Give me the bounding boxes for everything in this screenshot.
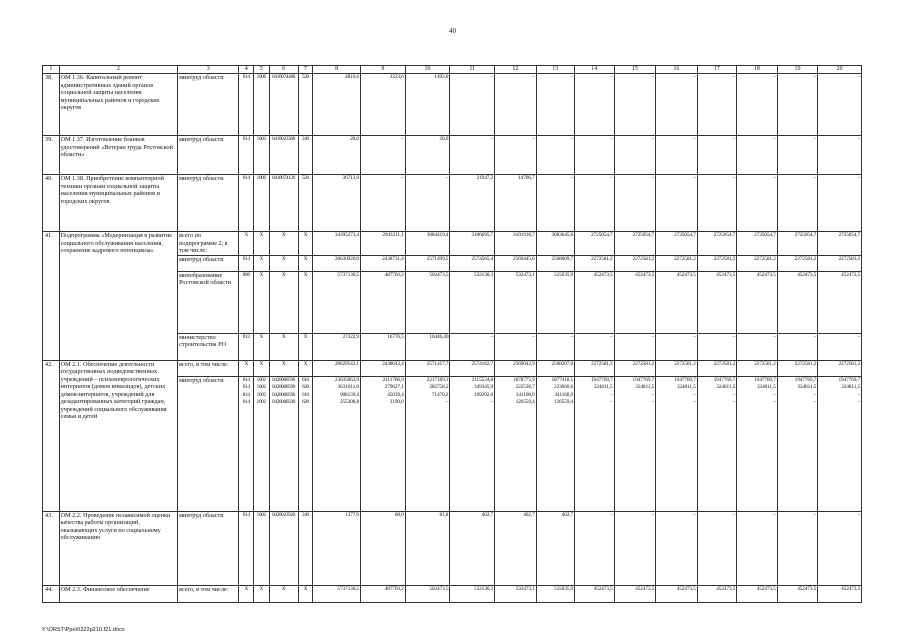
department-code-cell: X <box>239 585 254 602</box>
row-number-cell: 44. <box>43 585 60 602</box>
amount-cell: 1377,9 <box>313 511 361 585</box>
column-number-header: 18 <box>737 66 778 74</box>
amount-cell: 16776,5 <box>360 333 405 360</box>
amount-cell: 3323,6 <box>360 74 405 136</box>
row-number-cell: 42. <box>43 360 60 511</box>
target-article-code-cell: X <box>269 333 298 360</box>
amount-cell: – <box>614 175 656 232</box>
amount-cell: – <box>360 175 405 232</box>
amount-cell: – <box>656 136 698 175</box>
amount-cell: 81,8 <box>405 511 450 585</box>
amount-cell: 2568207,0 <box>536 360 574 376</box>
table-row <box>43 511 862 585</box>
amount-cell: – <box>575 74 614 136</box>
amount-cell: – <box>536 74 574 136</box>
amount-cell: 3083645,6 <box>536 232 574 256</box>
amount-cell: 452473,5 <box>777 585 818 602</box>
amount-cell: – <box>575 175 614 232</box>
section-code-cell: X <box>253 232 269 256</box>
amount-cell: 2438643,4 <box>360 360 405 376</box>
expense-type-code-cell: 240 <box>298 136 313 175</box>
amount-cell: 2111786,9 279627,1 45039,4 2190,0 <box>360 376 405 511</box>
target-article-code-cell: 0420023920 <box>269 511 298 585</box>
column-number-header: 9 <box>360 66 405 74</box>
amount-cell: 2272581,2 <box>575 360 614 376</box>
amount-cell: 2569042,9 <box>495 360 537 376</box>
amount-cell: 532473,1 <box>495 271 537 333</box>
table-row <box>43 585 862 602</box>
expense-type-code-cell: 610 620 610 620 <box>298 376 313 511</box>
program-name-cell: ОМ 1.37. Изготовление бланков удостоверений «Ветеран труда Ростовской области» <box>59 136 177 175</box>
amount-cell: 402,7 <box>450 511 495 585</box>
amount-cell: – <box>495 333 537 360</box>
section-code-cell: X <box>253 360 269 376</box>
table-row <box>43 360 862 376</box>
target-article-code-cell: X <box>269 271 298 333</box>
department-code-cell: 814 814 814 814 <box>239 376 254 511</box>
page-number: 40 <box>449 27 456 35</box>
amount-cell: – <box>405 175 450 232</box>
amount-cell: – <box>450 136 495 175</box>
section-code-cell: 1002 1002 1002 1002 <box>253 376 269 511</box>
amount-cell: 2574162,7 <box>450 360 495 376</box>
department-code-cell: 814 <box>239 511 254 585</box>
amount-cell: 2943211,1 <box>360 232 405 256</box>
amount-cell: 23635062,9 3631011,0 908139,4 255308,8 <box>313 376 361 511</box>
amount-cell: 452473,5 <box>575 585 614 602</box>
amount-cell: 2217189,3 282758,2 71470,2 – <box>405 376 450 511</box>
target-article-code-cell: X <box>269 255 298 271</box>
amount-cell: – <box>536 175 574 232</box>
executor-cell: минтруд области <box>178 136 239 175</box>
amount-cell: 452473,5 <box>818 585 862 602</box>
column-number-header: 16 <box>656 66 698 74</box>
column-number-header: 11 <box>450 66 495 74</box>
amount-cell: 2272581,2 <box>777 360 818 376</box>
amount-cell: 402,7 <box>536 511 574 585</box>
table-row <box>43 74 862 136</box>
amount-cell: 1947769,7 324811,5 – – <box>575 376 614 511</box>
column-number-header: 5 <box>253 66 269 74</box>
amount-cell: 28630920,0 <box>313 255 361 271</box>
amount-cell: – <box>450 333 495 360</box>
executor-cell: минтруд области <box>178 175 239 232</box>
amount-cell: 532130,3 <box>450 585 495 602</box>
target-article-code-cell: 0420000590 0420000590 0420000590 0420000590 <box>269 376 298 511</box>
department-code-cell: 814 <box>239 175 254 232</box>
department-code-cell: 812 <box>239 333 254 360</box>
amount-cell: – <box>360 136 405 175</box>
table-row <box>43 232 862 256</box>
amount-cell: 1878775,9 222538,7 341168,9 126559,4 <box>495 376 537 511</box>
amount-cell: 452473,5 <box>737 271 778 333</box>
amount-cell: 2725054,7 <box>777 232 818 256</box>
amount-cell: 2272581,2 <box>697 255 736 271</box>
column-number-header: 8 <box>313 66 361 74</box>
target-article-code-cell: 0410074120 <box>269 175 298 232</box>
row-number-cell: 38. <box>43 74 60 136</box>
amount-cell: 2725054,7 <box>575 232 614 256</box>
column-number-header: 4 <box>239 66 254 74</box>
amount-cell: 2272581,2 <box>777 255 818 271</box>
amount-cell: 452473,5 <box>614 271 656 333</box>
amount-cell: – <box>495 74 537 136</box>
amount-cell: 515035,9 <box>536 271 574 333</box>
amount-cell: 14766,7 <box>495 175 537 232</box>
amount-cell: – <box>656 511 698 585</box>
amount-cell: 5737130,5 <box>313 585 361 602</box>
amount-cell: 2725054,7 <box>737 232 778 256</box>
amount-cell: – <box>614 74 656 136</box>
amount-cell: – <box>697 74 736 136</box>
amount-cell: 2725054,7 <box>818 232 862 256</box>
expense-type-code-cell: X <box>298 585 313 602</box>
program-name-cell: ОМ 2.1. Обеспечение деятельности государственных подведомственных учреждений – психоневрологических интернатов (домов инвалидов), детских домов-интернатов, учреждений для дезадаптированных категорий граждан, учреждений социального обслуживания семьи и детей <box>59 360 177 511</box>
expense-type-code-cell: X <box>298 333 313 360</box>
amount-cell: 1947769,7 324811,5 – – <box>656 376 698 511</box>
amount-cell: 1947769,7 324811,5 – – <box>737 376 778 511</box>
amount-cell: 502473,5 <box>405 271 450 333</box>
amount-cell: 3084419,4 <box>405 232 450 256</box>
amount-cell: – <box>818 511 862 585</box>
amount-cell: 2272581,2 <box>737 255 778 271</box>
amount-cell: 452473,5 <box>656 585 698 602</box>
amount-cell: – <box>575 333 614 360</box>
column-number-header: 10 <box>405 66 450 74</box>
amount-cell: 2272581,2 <box>656 255 698 271</box>
amount-cell: 2725054,7 <box>614 232 656 256</box>
header-row <box>43 66 862 74</box>
section-code-cell: 1006 <box>253 74 269 136</box>
department-code-cell: 814 <box>239 255 254 271</box>
amount-cell: – <box>697 511 736 585</box>
amount-cell: 36713,9 <box>313 175 361 232</box>
amount-cell: 532473,1 <box>495 585 537 602</box>
amount-cell: – <box>536 333 574 360</box>
target-article-code-cell: X <box>269 360 298 376</box>
amount-cell: – <box>737 136 778 175</box>
amount-cell: – <box>656 74 698 136</box>
expense-type-code-cell: X <box>298 255 313 271</box>
amount-cell: 2272581,2 <box>656 360 698 376</box>
amount-cell: – <box>450 74 495 136</box>
amount-cell: 3101918,7 <box>495 232 537 256</box>
amount-cell: 4816,6 <box>313 74 361 136</box>
target-article-code-cell: 0410074480 <box>269 74 298 136</box>
amount-cell: 2272581,2 <box>818 255 862 271</box>
amount-cell: – <box>777 136 818 175</box>
amount-cell: 452473,5 <box>697 585 736 602</box>
amount-cell: 1493,0 <box>405 74 450 136</box>
amount-cell: 5737130,5 <box>313 271 361 333</box>
amount-cell: – <box>495 136 537 175</box>
amount-cell: 1877418,1 223060,6 341168,9 126559,4 <box>536 376 574 511</box>
amount-cell: – <box>777 74 818 136</box>
amount-cell: – <box>737 74 778 136</box>
amount-cell: 502473,5 <box>405 585 450 602</box>
column-number-header: 17 <box>697 66 736 74</box>
amount-cell: 2272581,2 <box>818 360 862 376</box>
column-number-header: 13 <box>536 66 574 74</box>
row-number-cell: 43. <box>43 511 60 585</box>
amount-cell: 452473,5 <box>777 271 818 333</box>
amount-cell: – <box>777 511 818 585</box>
amount-cell: 452473,5 <box>818 271 862 333</box>
amount-cell: – <box>697 136 736 175</box>
amount-cell: 20,0 <box>405 136 450 175</box>
section-code-cell: X <box>253 271 269 333</box>
department-code-cell: 814 <box>239 136 254 175</box>
amount-cell: 2571499,5 <box>405 255 450 271</box>
amount-cell: 2438731,4 <box>360 255 405 271</box>
expense-type-code-cell: X <box>298 360 313 376</box>
amount-cell: – <box>697 175 736 232</box>
program-name-cell: Подпрограмма «Модернизация в развитие социального обслуживания населения, сохранение кадрового потенциала» <box>59 232 177 361</box>
amount-cell: 1947769,7 324811,5 – – <box>614 376 656 511</box>
amount-cell: – <box>737 511 778 585</box>
column-number-header: 20 <box>818 66 862 74</box>
executor-cell: минтруд области <box>178 511 239 585</box>
amount-cell: 487703,2 <box>360 271 405 333</box>
target-article-code-cell: 0410023300 <box>269 136 298 175</box>
amount-cell: 2571417,7 <box>405 360 450 376</box>
amount-cell: – <box>614 511 656 585</box>
amount-cell: – <box>777 175 818 232</box>
column-number-header: 3 <box>178 66 239 74</box>
amount-cell: 3106695,7 <box>450 232 495 256</box>
department-code-cell: 814 <box>239 74 254 136</box>
column-number-header: 14 <box>575 66 614 74</box>
amount-cell: – <box>818 74 862 136</box>
executor-cell: всего, в том числе: <box>178 360 239 376</box>
column-number-header: 15 <box>614 66 656 74</box>
department-code-cell: X <box>239 232 254 256</box>
amount-cell: 1947769,7 324811,5 – – <box>697 376 736 511</box>
amount-cell: – <box>818 136 862 175</box>
program-name-cell: ОМ 2.3. Финансовое обеспечение <box>59 585 177 602</box>
amount-cell: 20,0 <box>313 136 361 175</box>
section-code-cell: 1003 <box>253 136 269 175</box>
amount-cell: – <box>614 333 656 360</box>
section-code-cell: 1006 <box>253 175 269 232</box>
table-row <box>43 136 862 175</box>
amount-cell: 2574565,4 <box>450 255 495 271</box>
column-number-header: 2 <box>59 66 177 74</box>
column-number-header: 7 <box>298 66 313 74</box>
amount-cell: 452473,5 <box>575 271 614 333</box>
row-number-cell: 41. <box>43 232 60 361</box>
column-number-header: 1 <box>43 66 60 74</box>
table-row <box>43 175 862 232</box>
executor-cell: минобразование Ростовской области <box>178 271 239 333</box>
amount-cell: 10446,40 <box>405 333 450 360</box>
amount-cell: – <box>536 136 574 175</box>
expense-type-code-cell: 520 <box>298 74 313 136</box>
executor-cell: минтруд области <box>178 74 239 136</box>
amount-cell: – <box>656 333 698 360</box>
amount-cell: 1947769,7 324811,5 – – <box>818 376 862 511</box>
amount-cell: 2569445,6 <box>495 255 537 271</box>
column-number-header: 6 <box>269 66 298 74</box>
target-article-code-cell: X <box>269 585 298 602</box>
program-name-cell: ОМ 1.36. Капитальный ремонт административных зданий органов социальной защиты населения муниципальных районов и городских округов <box>59 74 177 136</box>
section-code-cell: 1002 <box>253 511 269 585</box>
amount-cell: 2272581,2 <box>614 255 656 271</box>
expense-type-code-cell: X <box>298 271 313 333</box>
section-code-cell: X <box>253 585 269 602</box>
amount-cell: 452473,5 <box>697 271 736 333</box>
target-article-code-cell: X <box>269 232 298 256</box>
amount-cell: – <box>575 511 614 585</box>
section-code-cell: X <box>253 255 269 271</box>
amount-cell: 2568609,7 <box>536 255 574 271</box>
amount-cell: 21947,2 <box>450 175 495 232</box>
amount-cell: 452473,5 <box>737 585 778 602</box>
amount-cell: 402,7 <box>495 511 537 585</box>
amount-cell: 515035,9 <box>536 585 574 602</box>
column-number-header: 12 <box>495 66 537 74</box>
amount-cell: – <box>737 175 778 232</box>
row-number-cell: 40. <box>43 175 60 232</box>
column-number-header: 19 <box>777 66 818 74</box>
row-number-cell: 39. <box>43 136 60 175</box>
amount-cell: 2272581,2 <box>575 255 614 271</box>
amount-cell: 2272581,2 <box>737 360 778 376</box>
amount-cell: – <box>656 175 698 232</box>
amount-cell: 2272581,2 <box>614 360 656 376</box>
amount-cell: 452473,5 <box>656 271 698 333</box>
expense-type-code-cell: 240 <box>298 511 313 585</box>
amount-cell: – <box>777 333 818 360</box>
amount-cell: 88,0 <box>360 511 405 585</box>
amount-cell: 2272581,2 <box>697 360 736 376</box>
amount-cell: 2725054,7 <box>656 232 698 256</box>
amount-cell: 34395273,4 <box>313 232 361 256</box>
budget-table <box>42 65 862 603</box>
amount-cell: – <box>697 333 736 360</box>
department-code-cell: X <box>239 360 254 376</box>
expense-type-code-cell: 520 <box>298 175 313 232</box>
amount-cell: 452473,5 <box>614 585 656 602</box>
amount-cell: 27222,9 <box>313 333 361 360</box>
amount-cell: – <box>818 333 862 360</box>
executor-cell: всего, в том числе: <box>178 585 239 602</box>
amount-cell: 28629542,1 <box>313 360 361 376</box>
amount-cell: – <box>737 333 778 360</box>
amount-cell: 1947769,7 324811,5 – – <box>777 376 818 511</box>
executor-cell: минтруд области <box>178 255 239 271</box>
executor-cell: всего по подпрограмме 2, в том числе: <box>178 232 239 256</box>
file-path-footer: Y:\ORST\Ppo\0322p210.f21.docx <box>42 627 125 633</box>
section-code-cell: X <box>253 333 269 360</box>
amount-cell: – <box>818 175 862 232</box>
program-name-cell: ОМ 2.2. Проведение независимой оценки качества работы организаций, оказывающих услуги по социальному обслуживанию <box>59 511 177 585</box>
executor-cell: министерство строительства РО <box>178 333 239 360</box>
amount-cell: 487703,2 <box>360 585 405 602</box>
expense-type-code-cell: X <box>298 232 313 256</box>
executor-cell: минтруд области <box>178 376 239 511</box>
amount-cell: 2725054,7 <box>697 232 736 256</box>
program-name-cell: ОМ 1.38. Приобретение компьютерной техники органам социальной защиты населения муниципальных районов и городских округов <box>59 175 177 232</box>
amount-cell: 532130,3 <box>450 271 495 333</box>
amount-cell: – <box>575 136 614 175</box>
amount-cell: – <box>614 136 656 175</box>
amount-cell: 2115524,8 349345,9 109292,0 – <box>450 376 495 511</box>
department-code-cell: 808 <box>239 271 254 333</box>
